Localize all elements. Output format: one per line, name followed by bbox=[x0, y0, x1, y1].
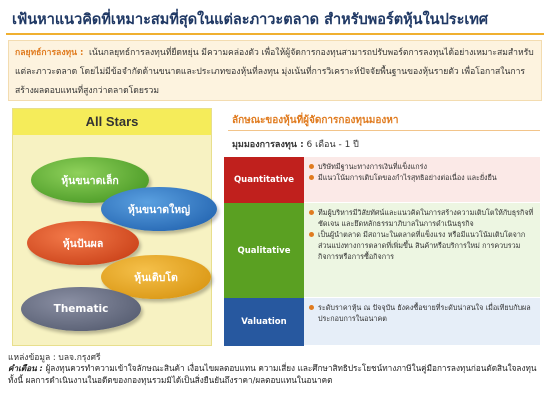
oval-label: Thematic bbox=[53, 303, 109, 315]
all-stars-panel bbox=[12, 108, 212, 346]
all-stars-title: All Stars bbox=[85, 114, 139, 129]
row-label: Valuation bbox=[224, 298, 304, 346]
bullet-item: ทีมผู้บริหารมีวิสัยทัศน์และแนวคิดในการสร้างความเติบโตให้กับธุรกิจที่ชัดเจน และยึดหลักธรรมาภิบาลในการดำเนินธุรกิจ bbox=[308, 207, 534, 229]
source-note: แหล่งข้อมูล : บลจ.กรุงศรี bbox=[8, 353, 101, 363]
horizon-value: 6 เดือน - 1 ปี bbox=[306, 140, 359, 150]
strategy-box bbox=[8, 40, 542, 101]
bullet-item: เป็นผู้นำตลาด มีสถานะในตลาดที่แข็งแรง หรือมีแนวโน้มเติบโตจากส่วนแบ่งทางการตลาดที่เพิ่มขึ้น สินค้าหรือบริการใหม่ การควบรวมกิจการหรือการซื้อกิจการ bbox=[308, 229, 534, 262]
thematic-oval bbox=[21, 287, 141, 331]
investment-horizon bbox=[232, 137, 359, 151]
criteria-row-qualitative bbox=[224, 203, 540, 298]
row-label: Quantitative bbox=[224, 157, 304, 203]
criteria-row-valuation bbox=[224, 298, 540, 346]
oval-label: หุ้นปันผล bbox=[62, 237, 104, 250]
row-body bbox=[304, 203, 540, 298]
criteria-divider bbox=[228, 130, 540, 131]
all-stars-header bbox=[13, 109, 211, 135]
strategy-paragraph bbox=[15, 44, 537, 101]
title-divider bbox=[6, 33, 544, 35]
warning-note bbox=[8, 363, 542, 386]
bullet-item: บริษัทมีฐานะทางการเงินที่แข็งแกร่ง bbox=[308, 161, 534, 172]
strategy-label: กลยุทธ์การลงทุน : bbox=[15, 48, 84, 58]
criteria-title: ลักษณะของหุ้นที่ผู้จัดการกองทุนมองหา bbox=[232, 115, 399, 126]
large-cap-oval bbox=[101, 187, 217, 231]
row-body bbox=[304, 298, 540, 346]
page-title: เฟ้นหาแนวคิดที่เหมาะสมที่สุดในแต่ละภาวะตลาด สำหรับพอร์ตหุ้นในประเทศ bbox=[12, 12, 489, 28]
horizon-label: มุมมองการลงทุน : bbox=[232, 140, 304, 150]
oval-label: หุ้นขนาดใหญ่ bbox=[127, 203, 191, 216]
oval-label: หุ้นเติบโต bbox=[134, 271, 178, 284]
row-label: Qualitative bbox=[224, 203, 304, 298]
criteria-row-quantitative bbox=[224, 157, 540, 203]
warning-text: ผู้ลงทุนควรทำความเข้าใจลักษณะสินค้า เงื่อนไขผลตอบแทน ความเสี่ยง และศึกษาสิทธิประโยชน์ทางภาษีในคู่มือการลงทุนก่อนตัดสินใจลงทุน ทั้งนี้ ผลการดำเนินงานในอดีตของกองทุนรวมมิได้เป็นสิ่งยืนยันถึงราคา/ผลตอบแทนในอนาคต bbox=[8, 363, 537, 385]
bullet-item: มีแนวโน้มการเติบโตของกำไรสุทธิอย่างต่อเนื่อง และยั่งยืน bbox=[308, 172, 534, 183]
oval-label: หุ้นขนาดเล็ก bbox=[61, 174, 119, 187]
strategy-text: เน้นกลยุทธ์การลงทุนที่ยืดหยุ่น มีความคล่องตัว เพื่อให้ผู้จัดการกองทุนสามารถปรับพอร์ตการลงทุนได้อย่างเหมาะสมสำหรับแต่ละภาวะตลาด โดยไม่มีข้อจำกัดด้านขนาดและประเภทของหุ้นที่ลงทุน มุ่งเน้นที่การวิเคราะห์ปัจจัยพื้นฐานของหุ้นรายตัว เพื่อโอกาสในการสร้างผลตอบแทนที่สูงกว่าตลาดโดยรวม bbox=[15, 48, 534, 96]
bullet-item: ระดับราคาหุ้น ณ ปัจจุบัน ยังคงซื้อขายที่ระดับน่าสนใจ เมื่อเทียบกับผลประกอบการในอนาคต bbox=[308, 302, 534, 324]
row-body bbox=[304, 157, 540, 203]
warning-label: คำเตือน : bbox=[8, 363, 43, 373]
